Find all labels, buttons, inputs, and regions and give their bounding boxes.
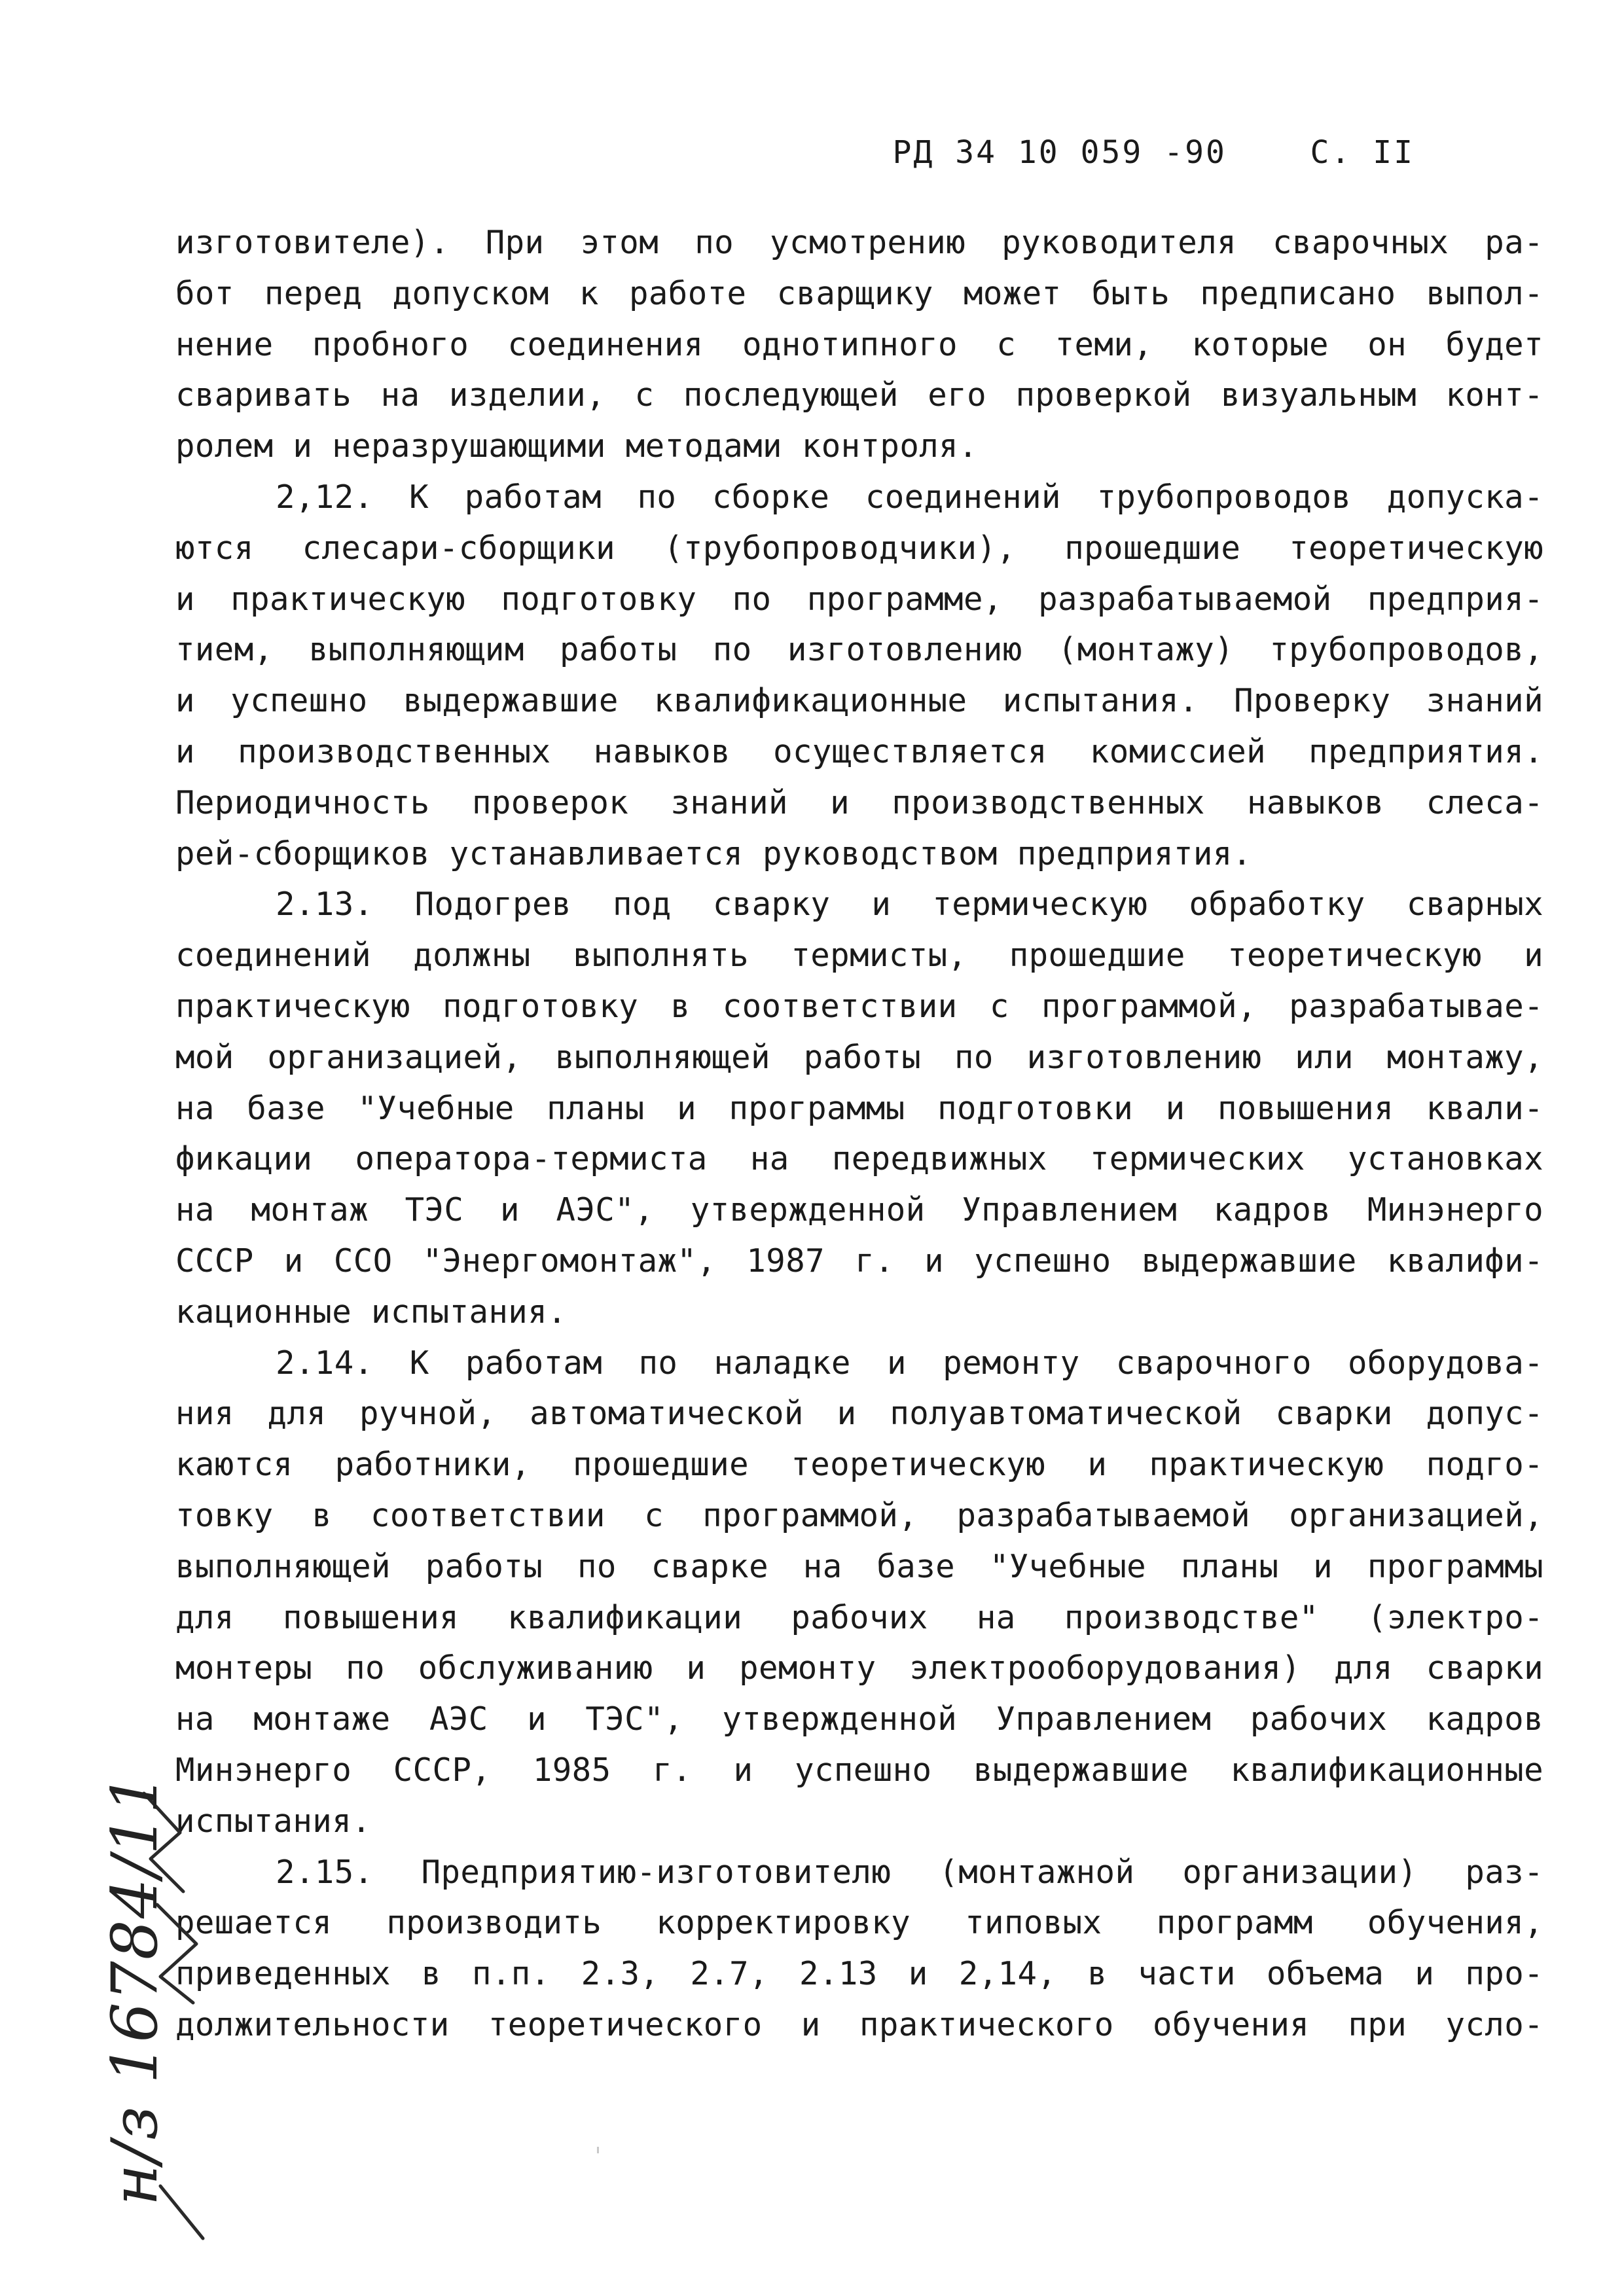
text-line: Периодичность проверок знаний и производственных навыков слеса- — [175, 783, 1543, 821]
text-line: для повышения квалификации рабочих на производстве" (электро- — [175, 1598, 1543, 1636]
scan-speck — [597, 2147, 599, 2153]
text-line: фикации оператора-термиста на передвижных термических установках — [175, 1140, 1543, 1178]
text-line: ются слесари-сборщики (трубопроводчики), прошедшие теоретическую — [175, 529, 1543, 567]
text-line: бот перед допуском к работе сварщику может быть предписано выпол- — [175, 274, 1543, 312]
text-line: на монтаж ТЭС и АЭС", утвержденной Управлением кадров Минэнерго — [175, 1191, 1543, 1229]
text-line: испытания. — [175, 1802, 372, 1840]
text-line: на монтаже АЭС и ТЭС", утвержденной Управлением рабочих кадров — [175, 1700, 1543, 1738]
text-line: мой организацией, выполняющей работы по изготовлению или монтажу, — [175, 1038, 1543, 1076]
document-code: РД 34 10 059 -90 — [892, 134, 1227, 171]
text-line: нение пробного соединения однотипного с теми, которые он будет — [175, 325, 1543, 363]
text-line: монтеры по обслуживанию и ремонту электрооборудования) для сварки — [175, 1649, 1543, 1687]
page-header — [893, 134, 1415, 171]
text-line: практическую подготовку в соответствии с программой, разрабатывае- — [175, 987, 1543, 1025]
text-line: Минэнерго СССР, 1985 г. и успешно выдержавшие квалификационные — [175, 1751, 1543, 1789]
page-number: С. II — [1310, 134, 1415, 171]
text-line: сваривать на изделии, с последующей его проверкой визуальным конт- — [175, 376, 1543, 414]
text-line: кационные испытания. — [175, 1293, 568, 1331]
text-line: должительности теоретического и практического обучения при усло- — [175, 2005, 1543, 2043]
text-line: соединений должны выполнять термисты, прошедшие теоретическую и — [175, 937, 1543, 975]
paragraph-2-13-start: 2.13. Подогрев под сварку и термическую обработку сварных — [276, 886, 1543, 924]
text-line: товку в соответствии с программой, разрабатываемой организацией, — [175, 1496, 1543, 1534]
text-line: СССР и ССО "Энергомонтаж", 1987 г. и успешно выдержавшие квалифи- — [175, 1242, 1543, 1280]
text-line: каются работники, прошедшие теоретическую и практическую подго- — [175, 1446, 1543, 1484]
text-line: ния для ручной, автоматической и полуавтоматической сварки допус- — [175, 1395, 1543, 1433]
text-line: и успешно выдержавшие квалификационные испытания. Проверку знаний — [175, 682, 1543, 720]
text-line: и практическую подготовку по программе, разрабатываемой предприя- — [175, 580, 1543, 618]
body-text — [175, 217, 1543, 2051]
text-line: выполняющей работы по сварке на базе "Учебные планы и программы — [175, 1547, 1543, 1585]
text-line: на базе "Учебные планы и программы подготовки и повышения квали- — [175, 1089, 1543, 1127]
text-line: рей-сборщиков устанавливается руководством предприятия. — [175, 834, 1252, 872]
paragraph-2-15-start: 2.15. Предприятию-изготовителю (монтажной организации) раз- — [276, 1853, 1543, 1891]
paragraph-2-12-start: 2,12. К работам по сборке соединений трубопроводов допуска- — [276, 478, 1543, 516]
text-line: приведенных в п.п. 2.3, 2.7, 2.13 и 2,14, в части объема и про- — [175, 1955, 1543, 1993]
handwritten-registration-note: н/з 16784/11 — [98, 1772, 171, 2206]
paragraph-2-14-start: 2.14. К работам по наладке и ремонту сварочного оборудова- — [276, 1344, 1543, 1382]
text-line: тием, выполняющим работы по изготовлению (монтажу) трубопроводов, — [175, 631, 1543, 669]
text-line: изготовителе). При этом по усмотрению руководителя сварочных ра- — [175, 224, 1543, 261]
text-line: и производственных навыков осуществляется комиссией предприятия. — [175, 732, 1543, 770]
text-line: решается производить корректировку типовых программ обучения, — [175, 1904, 1543, 1942]
text-line: ролем и неразрушающими методами контроля. — [175, 427, 978, 465]
